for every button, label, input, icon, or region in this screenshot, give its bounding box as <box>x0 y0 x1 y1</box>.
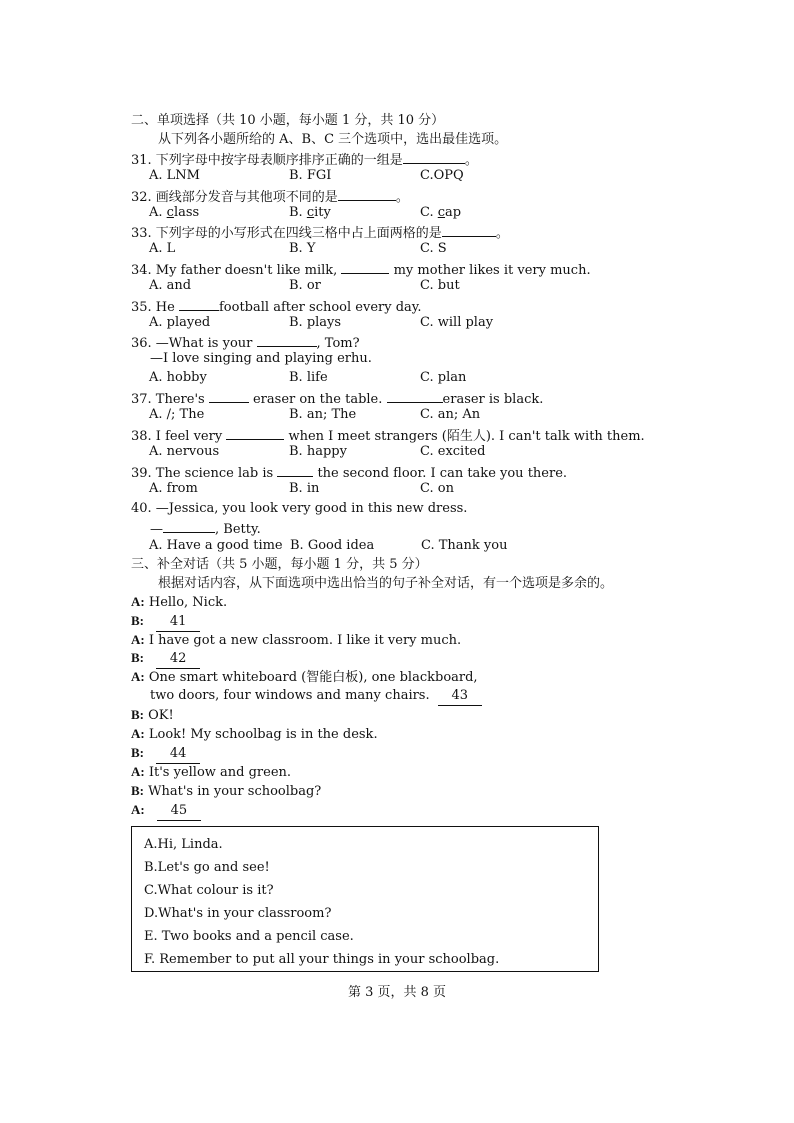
option-b: B. happy <box>289 444 347 459</box>
question-40: 40. —Jessica, you look very good in this new dress. <box>131 501 468 516</box>
option-b: B. an; The <box>289 407 357 422</box>
answer-blank <box>257 332 317 347</box>
option-b: B. in <box>289 481 320 496</box>
options-box <box>131 826 599 972</box>
question-34: 34. My father doesn't like milk, my mother likes it very much. <box>131 259 591 277</box>
option-b: B. Good idea <box>290 538 375 553</box>
dialog-line: A: Look! My schoolbag is in the desk. <box>131 726 378 742</box>
dialog-line: B: 44 <box>131 744 200 762</box>
option-a: A. nervous <box>149 444 220 459</box>
option-a: A. from <box>149 481 198 496</box>
option-c: C. S <box>420 241 447 256</box>
page-footer: 第 3 页，共 8 页 <box>347 985 447 1000</box>
answer-blank <box>387 388 443 403</box>
option-c: C. on <box>420 481 454 496</box>
question-32: 32. 画线部分发音与其他项不同的是 。 <box>131 186 409 204</box>
dialog-line: A: It's yellow and green. <box>131 764 292 780</box>
option-b: B. FGI <box>289 168 332 183</box>
option-c: C. plan <box>420 370 467 385</box>
option-item: C.What colour is it? <box>144 883 274 898</box>
option-item: B.Let's go and see! <box>144 860 270 875</box>
option-b: B. life <box>289 370 328 385</box>
answer-blank <box>209 388 249 403</box>
option-c: C. an; An <box>420 407 481 422</box>
option-c: C. will play <box>420 315 494 330</box>
dialog-line: A: One smart whiteboard (智能白板), one blackboard, <box>131 669 478 685</box>
dialog-line: A: 45 <box>131 801 201 819</box>
dialog-line: B: What's in your schoolbag? <box>131 783 322 799</box>
answer-blank <box>226 425 284 440</box>
option-a: A. LNM <box>149 168 200 183</box>
option-item: D.What's in your classroom? <box>144 906 332 921</box>
option-a: A. hobby <box>149 370 207 385</box>
answer-blank <box>179 296 219 311</box>
option-b: B. or <box>289 278 321 293</box>
option-c: C. but <box>420 278 460 293</box>
option-item: A.Hi, Linda. <box>144 837 223 852</box>
question-38: 38. I feel very when I meet strangers (陌生人). I can't talk with them. <box>131 425 645 443</box>
option-a: A. /; The <box>149 407 205 422</box>
section3-heading: 三、补全对话（共 5 小题，每小题 1 分，共 5 分） <box>131 557 428 572</box>
answer-blank <box>163 518 215 533</box>
option-b: B. plays <box>289 315 342 330</box>
dialog-line: B: OK! <box>131 707 174 723</box>
option-a: A. L <box>149 241 176 256</box>
option-a: A. class <box>149 205 200 220</box>
dialog-line: two doors, four windows and many chairs. 43 <box>150 687 482 705</box>
option-a: A. Have a good time <box>149 538 283 553</box>
answer-blank <box>338 186 396 201</box>
dialog-line: A: Hello, Nick. <box>131 594 228 610</box>
answer-blank <box>442 222 496 237</box>
dialog-line: A: I have got a new classroom. I like it very much. <box>131 632 462 648</box>
question-37: 37. There's eraser on the table. eraser is black. <box>131 388 543 406</box>
question-33: 33. 下列字母的小写形式在四线三格中占上面两格的是 。 <box>131 222 509 240</box>
question-31: 31. 下列字母中按字母表顺序排序正确的一组是 。 <box>131 149 478 167</box>
question-40-reply: — , Betty. <box>150 518 261 536</box>
question-36: 36. —What is your , Tom? <box>131 332 360 350</box>
section3-instruction: 根据对话内容，从下面选项中选出恰当的句子补全对话，有一个选项是多余的。 <box>158 576 614 591</box>
option-item: F. Remember to put all your things in your schoolbag. <box>144 952 500 967</box>
option-c: C.OPQ <box>420 168 464 183</box>
option-a: A. and <box>149 278 192 293</box>
option-c: C. cap <box>420 205 462 220</box>
answer-blank <box>403 149 465 164</box>
option-a: A. played <box>149 315 211 330</box>
option-c: C. Thank you <box>421 538 508 553</box>
option-b: B. city <box>289 205 331 220</box>
question-35: 35. He football after school every day. <box>131 296 422 314</box>
answer-blank <box>341 259 389 274</box>
question-39: 39. The science lab is the second floor. I can take you there. <box>131 462 567 480</box>
section2-instruction: 从下列各小题所给的 A、B、C 三个选项中，选出最佳选项。 <box>158 132 508 147</box>
option-b: B. Y <box>289 241 316 256</box>
dialog-line: B: 41 <box>131 612 200 630</box>
dialog-line: B: 42 <box>131 649 200 667</box>
answer-blank <box>277 462 313 477</box>
option-c: C. excited <box>420 444 486 459</box>
option-item: E. Two books and a pencil case. <box>144 929 354 944</box>
question-36-reply: —I love singing and playing erhu. <box>150 351 372 366</box>
section2-heading: 二、单项选择（共 10 小题，每小题 1 分，共 10 分） <box>131 113 445 128</box>
